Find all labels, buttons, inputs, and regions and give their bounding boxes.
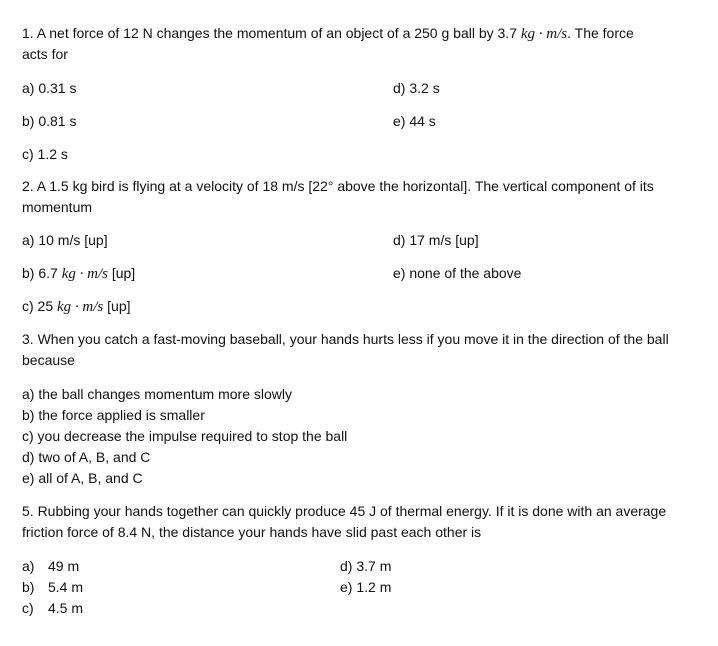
question-1-option-d: d) 3.2 s <box>393 80 440 96</box>
question-1-stem-line-1 <box>22 24 634 43</box>
question-5-option-b <box>22 578 83 596</box>
question-2-option-e: e) none of the above <box>393 265 522 281</box>
question-5-option-d: d) 3.7 m <box>340 558 392 574</box>
question-2-option-c-value: c) 25 <box>22 298 58 314</box>
question-5-option-a-value: 49 m <box>48 558 80 574</box>
question-5-option-c <box>22 599 83 617</box>
question-2-option-b-value: b) 6.7 <box>22 265 62 281</box>
question-3-option-d: d) two of A, B, and C <box>22 449 151 465</box>
question-5-option-a <box>22 557 79 575</box>
question-5-option-b-value: 5.4 m <box>48 579 84 595</box>
question-1-option-a: a) 0.31 s <box>22 80 77 96</box>
question-2-option-a: a) 10 m/s [up] <box>22 232 108 248</box>
question-2-option-b-direction: [up] <box>107 265 136 281</box>
question-5-option-e: e) 1.2 m <box>340 579 392 595</box>
question-1-option-b: b) 0.81 s <box>22 113 77 129</box>
question-3-stem-line-1: 3. When you catch a fast-moving baseball, your hands hurts less if you move it in the direction of the ball <box>22 331 669 347</box>
question-5-option-b-letter: b) <box>22 579 35 595</box>
question-2-option-b <box>22 264 135 283</box>
question-5-stem-line-1: 5. Rubbing your hands together can quickly produce 45 J of thermal energy. If it is done with an average <box>22 503 667 519</box>
question-3-option-c: c) you decrease the impulse required to stop the ball <box>22 428 348 444</box>
question-1-text-end: . The force <box>567 25 634 41</box>
question-3-option-a: a) the ball changes momentum more slowly <box>22 386 293 402</box>
question-2-stem-line-1: 2. A 1.5 kg bird is flying at a velocity of 18 m/s [22° above the horizontal]. The vertical component of its <box>22 178 654 194</box>
question-2-option-d: d) 17 m/s [up] <box>393 232 479 248</box>
question-1-text: 1. A net force of 12 N changes the momentum of an object of a 250 g ball by 3.7 <box>22 25 521 41</box>
question-3-stem-line-2: because <box>22 352 75 368</box>
question-3-option-e: e) all of A, B, and C <box>22 470 143 486</box>
question-5-stem-line-2: friction force of 8.4 N, the distance your hands have slid past each other is <box>22 524 482 540</box>
question-2-option-c-direction: [up] <box>103 298 131 314</box>
question-1-option-c: c) 1.2 s <box>22 146 68 162</box>
question-5-option-a-letter: a) <box>22 558 35 574</box>
question-5-option-c-value: 4.5 m <box>48 600 84 616</box>
question-1-stem-line-2: acts for <box>22 46 68 62</box>
question-1-unit: kg · m/s <box>520 26 568 42</box>
question-3-option-b: b) the force applied is smaller <box>22 407 205 423</box>
question-1-option-e: e) 44 s <box>393 113 436 129</box>
question-2-option-b-unit: kg · m/s <box>61 266 108 282</box>
question-2-option-c <box>22 297 131 316</box>
question-2-stem-line-2: momentum <box>22 199 93 215</box>
question-2-option-c-unit: kg · m/s <box>57 299 104 315</box>
question-5-option-c-letter: c) <box>22 600 34 616</box>
